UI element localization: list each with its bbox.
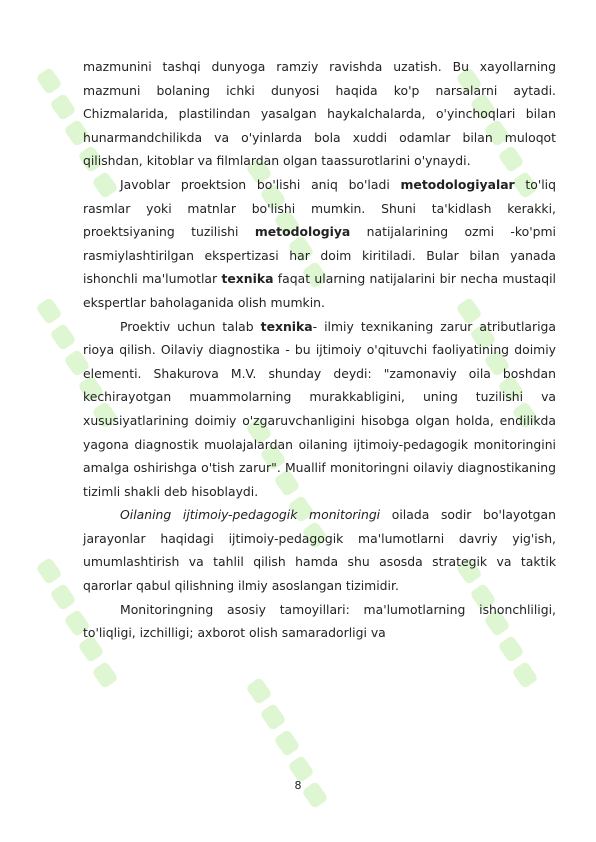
text-run: - ilmiy texnikaning zarur atributlariga rioya qilish. Oilaviy diagnostika - bu ijtimoiy o'qituvchi faoliyatining doimiy elementi. Shakurova M.V. shunday deydi: "zamonaviy oila boshdan kechirayotgan muammolarning murakkabligini, uning tuzilishi va xususiyatlarining doimiy o'zgaruvchanligini hisobga olgan holda, endilikda yagona diagnostik muolajalardan oilaning ijtimoiy-pedagogik monitoringini amalga oshirishga o'tish zarur". Muallif monitoringni oilaviy diagnostikaning tizimli shakli deb hisoblaydi. bbox=[83, 318, 556, 499]
paragraph-4 bbox=[83, 503, 556, 597]
bold-term: metodologiya bbox=[254, 224, 351, 240]
paragraph-1 bbox=[83, 55, 556, 173]
text-run: natijalarining ozmi -ko'pmi rasmiylashtirilgan ekspertizasi har doim kiritiladi. Bular bilan yanada ishonchli ma'lumotlar bbox=[83, 224, 556, 287]
watermark-mark bbox=[245, 677, 272, 705]
bold-term: metodologiyalar bbox=[400, 176, 515, 192]
text-run: mazmunini tashqi dunyoga ramziy ravishda uzatish. Bu xayollarning mazmuni bolaning ichki dunyosi haqida ko'p narsalarni aytadi. Chizmalarida, plastilindan yasalgan haykalchalarda, o'yinchoqlari bilan hunarmandchilikda va o'yinlarda bola xuddi odamlar bilan muloqot qilishdan, kitoblar va filmlardan olgan taassurotlarini o'ynaydi. bbox=[83, 59, 556, 169]
paragraph-5 bbox=[83, 598, 556, 645]
watermark-mark bbox=[511, 661, 538, 689]
text-run: oilada sodir bo'layotgan jarayonlar haqidagi ijtimoiy-pedagogik ma'lumotlarni davriy yig'ish, umumlashtirish va tahlil qilish hamda shu asosda strategik va taktik qarorlar qabul qilishning ilmiy asoslangan tizimidir. bbox=[83, 507, 556, 594]
text-run: Javoblar proektsion bo'lishi aniq bo'ladi bbox=[120, 176, 401, 192]
watermark-mark bbox=[259, 703, 286, 731]
text-run: Monitoringning asosiy tamoyillari: ma'lumotlarning ishonchliligi, to'liqligi, izchilligi; axborot olish samaradorligi va bbox=[83, 601, 556, 641]
text-run: faqat ularning natijalarini bir necha mustaqil ekspertlar baholaganida olish mumkin. bbox=[83, 271, 556, 310]
watermark-mark bbox=[273, 729, 300, 757]
paragraph-2 bbox=[83, 173, 556, 315]
text-run: to'liq rasmlar yoki matnlar bo'lishi mumkin. Shuni ta'kidlash kerakki, proektsiyaning tuzilishi bbox=[83, 176, 556, 240]
watermark-mark bbox=[35, 297, 62, 325]
watermark-mark bbox=[35, 557, 62, 585]
page-number: 8 bbox=[294, 779, 302, 792]
italic-term: Oilaning ijtimoiy-pedagogik monitoringi bbox=[120, 507, 381, 523]
text-run: Proektiv uchun talab bbox=[120, 318, 261, 334]
watermark-mark bbox=[49, 93, 76, 121]
watermark-mark bbox=[35, 67, 62, 95]
watermark-mark bbox=[49, 583, 76, 611]
bold-term: texnika bbox=[221, 271, 274, 287]
paragraph-3 bbox=[83, 315, 556, 504]
watermark-mark bbox=[49, 323, 76, 351]
bold-term: texnika bbox=[260, 318, 313, 334]
watermark-mark bbox=[91, 661, 118, 689]
body-text bbox=[83, 55, 556, 645]
